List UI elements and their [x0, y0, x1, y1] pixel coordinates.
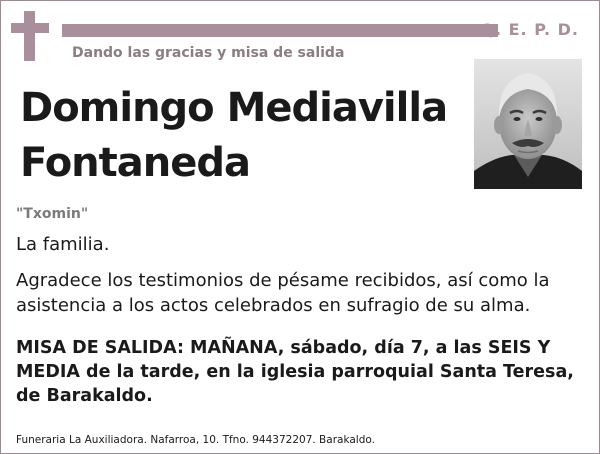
qepd-label: Q. E. P. D. [480, 20, 579, 39]
thanks-paragraph: Agradece los testimonios de pésame recibidos, así como la asistencia a los actos celebrados en sufragio de su alma. [16, 270, 550, 316]
portrait-image [474, 59, 582, 189]
cross-icon-arm [11, 23, 49, 33]
notice-subtitle: Dando las gracias y misa de salida [72, 45, 345, 61]
family-line: La familia. [16, 234, 110, 255]
funeral-home-info: Funeraria La Auxiliadora. Nafarroa, 10. Tfno. 944372207. Barakaldo. [16, 434, 375, 446]
header-bar [62, 24, 498, 37]
deceased-name: Domingo Mediavilla Fontaneda [20, 85, 448, 186]
portrait-photo [474, 59, 582, 189]
deceased-nickname: "Txomin" [16, 206, 89, 222]
mass-announcement: MISA DE SALIDA: MAÑANA, sábado, día 7, a las SEIS Y MEDIA de la tarde, en la iglesia parroquial Santa Teresa, de Barakaldo. [16, 338, 574, 406]
cross-icon [24, 11, 35, 61]
